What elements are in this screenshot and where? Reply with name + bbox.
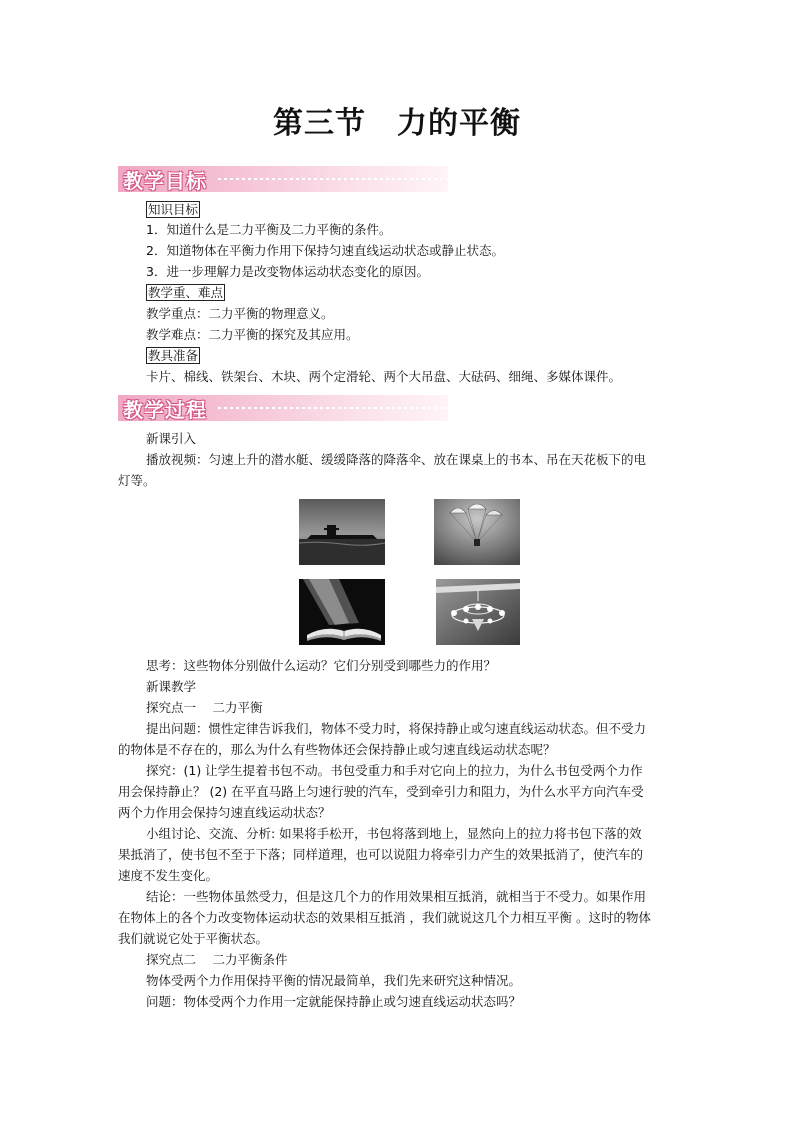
goal-item-3: 3．进一步理解力是改变物体运动状态变化的原因。 — [146, 264, 429, 279]
keypoints-label-line — [146, 284, 225, 302]
book-photo — [299, 579, 385, 645]
simple-case-line: 物体受两个力作用保持平衡的情况最简单，我们先来研究这种情况。 — [146, 973, 522, 988]
section-header-stripe — [218, 407, 448, 409]
ask-paragraph-line-2: 的物体是不存在的，那么为什么有些物体还会保持静止或匀速直线运动状态呢？ — [118, 742, 556, 757]
ask-paragraph-line-1: 提出问题：惯性定律告诉我们，物体不受力时，将保持静止或匀速直线运动状态。但不受力 — [146, 721, 647, 736]
tools-label-line — [146, 347, 200, 365]
explore-paragraph-line-1: 探究：(1) 让学生提着书包不动。书包受重力和手对它向上的拉力，为什么书包受两个力作 — [146, 763, 643, 778]
difficult-point: 教学难点：二力平衡的探究及其应用。 — [146, 327, 359, 342]
explore-paragraph-line-3: 两个力作用会保持匀速直线运动状态？ — [118, 805, 331, 820]
section-header-goals — [118, 166, 448, 192]
section-header-label: 教学过程 — [123, 398, 207, 422]
conclusion-paragraph-line-3: 我们就说它处于平衡状态。 — [118, 931, 269, 946]
teaching-heading: 新课教学 — [146, 679, 197, 694]
two-force-question: 问题：物体受两个力作用一定就能保持静止或匀速直线运动状态吗？ — [146, 994, 522, 1009]
submarine-photo — [299, 499, 385, 565]
explore-paragraph-line-2: 用会保持静止？ (2) 在平直马路上匀速行驶的汽车，受到牵引力和阻力，为什么水平方向汽车受 — [118, 784, 644, 799]
conclusion-paragraph-line-2: 在物体上的各个力改变物体运动状态的效果相互抵消 ，我们就说这几个力相互平衡 。这时的物体 — [118, 910, 651, 925]
section-header-process — [118, 395, 448, 421]
intro-paragraph-line-1: 播放视频：匀速上升的潜水艇、缓缓降落的降落伞、放在课桌上的书本、吊在天花板下的电 — [146, 452, 647, 467]
goal-item-1: 1．知道什么是二力平衡及二力平衡的条件。 — [146, 222, 392, 237]
knowledge-label-line — [146, 201, 200, 219]
tools-list: 卡片、棉线、铁架台、木块、两个定滑轮、两个大吊盘、大砝码、细绳、多媒体课件。 — [146, 369, 622, 384]
tools-label: 教具准备 — [148, 348, 199, 363]
think-question: 思考：这些物体分别做什么运动？它们分别受到哪些力的作用？ — [146, 658, 497, 673]
discuss-paragraph-line-3: 速度不发生变化。 — [118, 868, 219, 883]
section-header-label: 教学目标 — [123, 169, 207, 193]
knowledge-goals-label: 知识目标 — [148, 202, 199, 217]
page-title: 第三节 力的平衡 — [273, 106, 521, 141]
goal-item-2: 2．知道物体在平衡力作用下保持匀速直线运动状态或静止状态。 — [146, 243, 504, 258]
exploration-point-2: 探究点二 二力平衡条件 — [146, 952, 288, 967]
discuss-paragraph-line-2: 果抵消了，使书包不至于下落；同样道理，也可以说阻力将牵引力产生的效果抵消了，使汽车的 — [118, 847, 644, 862]
intro-paragraph-line-2: 灯等。 — [118, 473, 156, 488]
conclusion-paragraph-line-1: 结论：一些物体虽然受力，但是这几个力的作用效果相互抵消，就相当于不受力。如果作用 — [146, 889, 647, 904]
section-header-stripe — [218, 178, 448, 180]
chandelier-photo — [436, 579, 522, 645]
parachute-photo — [434, 499, 520, 565]
discuss-paragraph-line-1: 小组讨论、交流、分析: 如果将手松开，书包将落到地上，显然向上的拉力将书包下落的效 — [146, 826, 642, 841]
exploration-point-1: 探究点一 二力平衡 — [146, 700, 263, 715]
key-point: 教学重点：二力平衡的物理意义。 — [146, 306, 334, 321]
keypoints-label: 教学重、难点 — [148, 285, 224, 300]
intro-heading: 新课引入 — [146, 431, 197, 446]
